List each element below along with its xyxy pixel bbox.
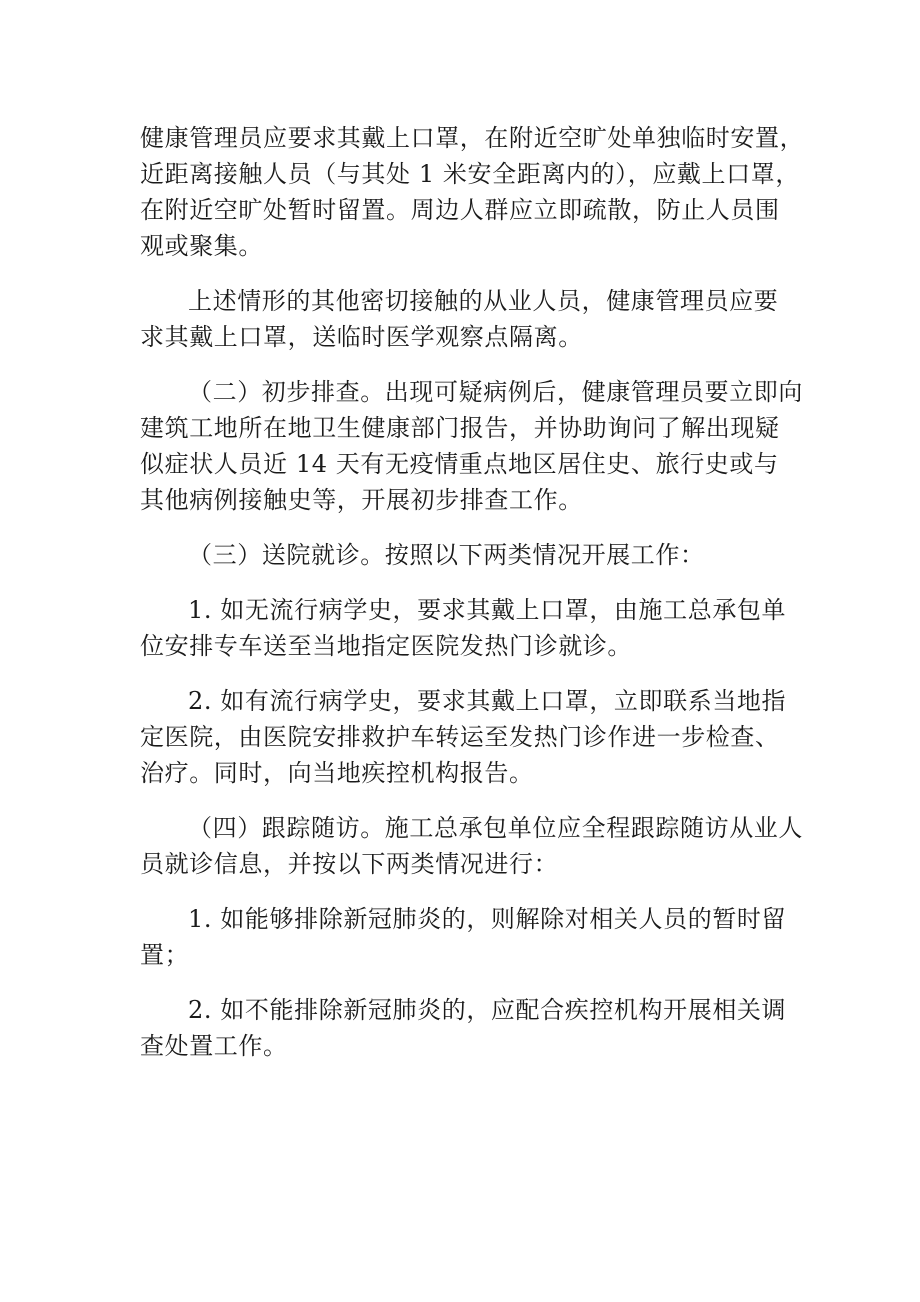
- paragraph-spacer: [140, 882, 820, 901]
- text-line: 查处置工作。: [140, 1032, 288, 1060]
- paragraph: [140, 120, 820, 264]
- text-line: 定医院，由医院安排救护车转运至发热门诊作进一步检查、: [140, 723, 780, 751]
- text-line: 上述情形的其他密切接触的从业人员，健康管理员应要: [188, 287, 779, 315]
- text-line: 治疗。同时，向当地疾控机构报告。: [140, 759, 534, 787]
- paragraph: [140, 592, 820, 664]
- text-line: 位安排专车送至当地指定医院发热门诊就诊。: [140, 632, 632, 660]
- text-line: 置；: [140, 941, 190, 969]
- text-line: 观或聚集。: [140, 232, 263, 260]
- paragraph-spacer: [140, 518, 820, 537]
- text-line: 2. 如不能排除新冠肺炎的，应配合疾控机构开展相关调: [188, 996, 787, 1024]
- text-line: （三）送院就诊。按照以下两类情况开展工作：: [188, 541, 705, 569]
- text-line: 建筑工地所在地卫生健康部门报告，并协助询问了解出现疑: [140, 414, 780, 442]
- paragraph: [140, 537, 820, 573]
- text-line: 求其戴上口罩，送临时医学观察点隔离。: [140, 323, 583, 351]
- text-line: 其他病例接触史等，开展初步排查工作。: [140, 486, 583, 514]
- text-line: 1. 如无流行病学史，要求其戴上口罩，由施工总承包单: [188, 596, 787, 624]
- paragraph-spacer: [140, 573, 820, 592]
- text-line: 在附近空旷处暂时留置。周边人群应立即疏散，防止人员围: [140, 196, 780, 224]
- text-line: （四）跟踪随访。施工总承包单位应全程跟踪随访从业人: [188, 814, 803, 842]
- text-line: 员就诊信息，并按以下两类情况进行：: [140, 850, 559, 878]
- paragraph-spacer: [140, 355, 820, 374]
- paragraph-spacer: [140, 264, 820, 283]
- paragraph: [140, 683, 820, 791]
- document-body: [140, 120, 820, 1064]
- text-line: 健康管理员应要求其戴上口罩，在附近空旷处单独临时安置，: [140, 124, 805, 152]
- paragraph: [140, 374, 820, 518]
- paragraph: [140, 992, 820, 1064]
- text-line: 1. 如能够排除新冠肺炎的，则解除对相关人员的暂时留: [188, 905, 787, 933]
- text-line: 似症状人员近 14 天有无疫情重点地区居住史、旅行史或与: [140, 450, 779, 478]
- paragraph: [140, 283, 820, 355]
- paragraph: [140, 901, 820, 973]
- text-line: 近距离接触人员（与其处 1 米安全距离内的），应戴上口罩，: [140, 160, 800, 188]
- text-line: 2. 如有流行病学史，要求其戴上口罩，立即联系当地指: [188, 687, 787, 715]
- paragraph: [140, 810, 820, 882]
- paragraph-spacer: [140, 791, 820, 810]
- paragraph-spacer: [140, 664, 820, 683]
- text-line: （二）初步排查。出现可疑病例后，健康管理员要立即向: [188, 378, 803, 406]
- paragraph-spacer: [140, 973, 820, 992]
